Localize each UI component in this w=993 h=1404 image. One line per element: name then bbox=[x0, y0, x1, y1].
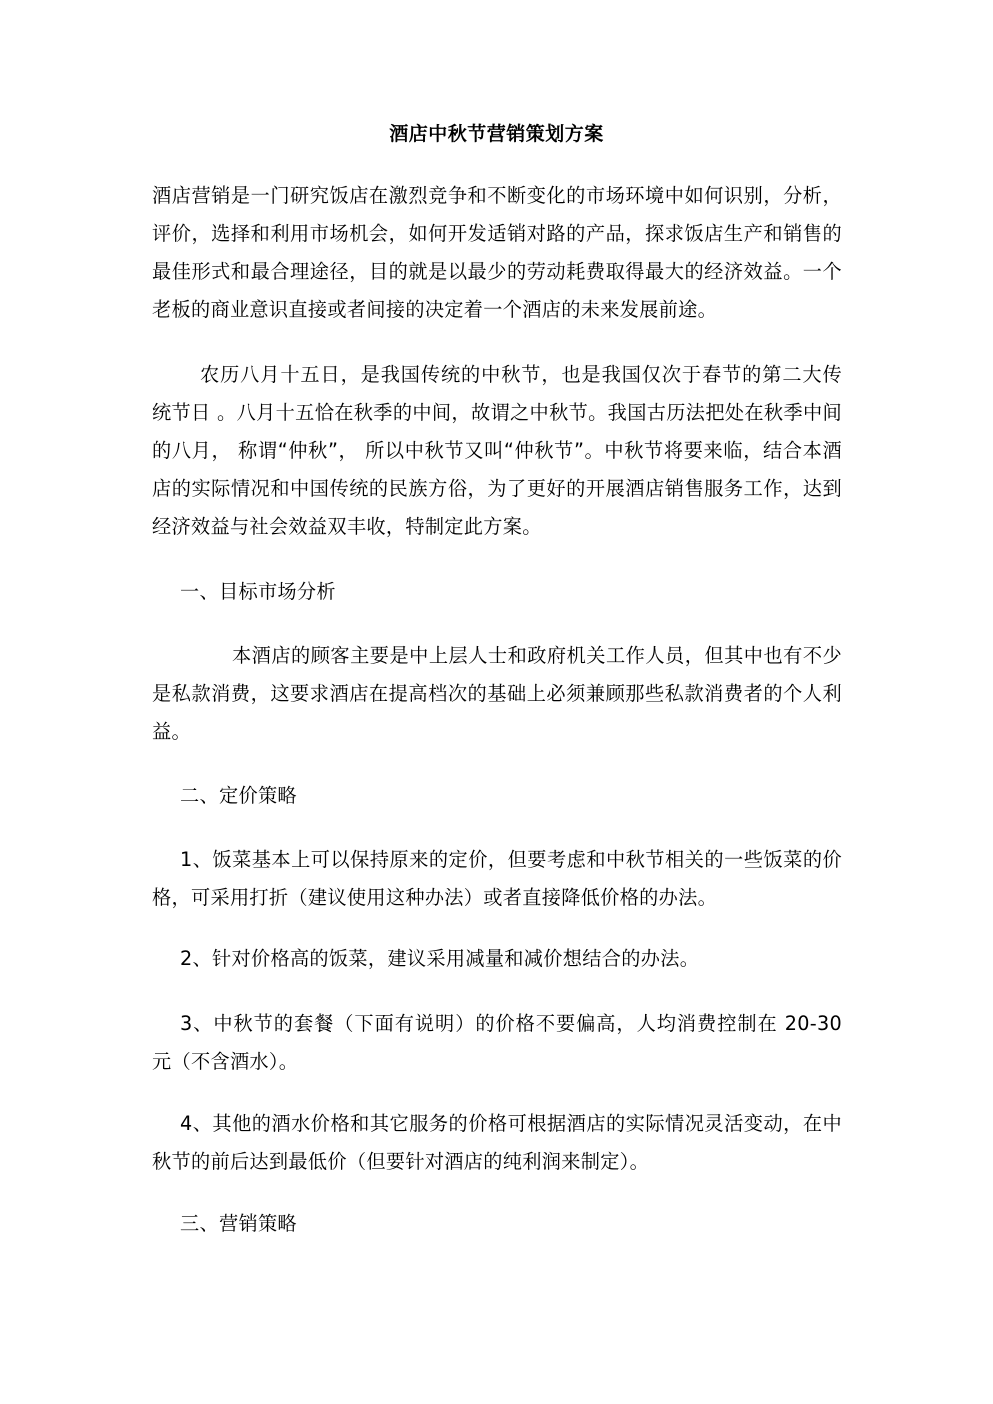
section-heading-target-market: 一、目标市场分析 bbox=[180, 580, 336, 603]
pricing-item-3: 3、中秋节的套餐（下面有说明）的价格不要偏高，人均消费控制在 20-30 元（不含酒水）。 bbox=[152, 1012, 842, 1073]
pricing-item-4: 4、其他的酒水价格和其它服务的价格可根据酒店的实际情况灵活变动，在中秋节的前后达到最低价（但要针对酒店的纯利润来制定）。 bbox=[152, 1112, 842, 1173]
pricing-item-2: 2、针对价格高的饭菜，建议采用减量和减价想结合的办法。 bbox=[180, 947, 700, 970]
intro-paragraph: 酒店营销是一门研究饭店在激烈竞争和不断变化的市场环境中如何识别，分析，评价，选择和利用市场机会，如何开发适销对路的产品，探求饭店生产和销售的最佳形式和最合理途径，目的就是以最少的劳动耗费取得最大的经济效益。一个老板的商业意识直接或者间接的决定着一个酒店的未来发展前途。 bbox=[152, 184, 842, 321]
section-heading-marketing: 三、营销策略 bbox=[180, 1212, 297, 1235]
section-heading-pricing: 二、定价策略 bbox=[180, 784, 297, 807]
document-title: 酒店中秋节营销策划方案 bbox=[389, 123, 604, 145]
pricing-item-1: 1、饭菜基本上可以保持原来的定价，但要考虑和中秋节相关的一些饭菜的价格，可采用打折（建议使用这种办法）或者直接降低价格的办法。 bbox=[152, 848, 842, 909]
background-paragraph: 农历八月十五日，是我国传统的中秋节，也是我国仅次于春节的第二大传统节日 。八月十五恰在秋季的中间，故谓之中秋节。我国古历法把处在秋季中间的八月， 称谓“仲秋”， 所以中秋节又叫“仲秋节”。中秋节将要来临，结合本酒店的实际情况和中国传统的民族方俗，为了更好的开展酒店销售服务工作，达到经济效益与社会效益双丰收，特制定此方案。 bbox=[152, 363, 842, 538]
target-market-paragraph: 本酒店的顾客主要是中上层人士和政府机关工作人员，但其中也有不少是私款消费，这要求酒店在提高档次的基础上必须兼顾那些私款消费者的个人利益。 bbox=[152, 644, 842, 743]
